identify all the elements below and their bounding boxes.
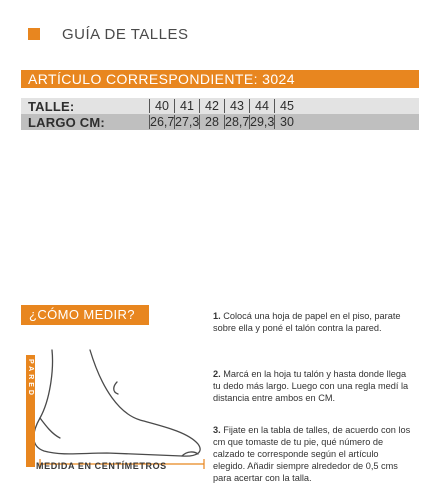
table-cell: 42 (199, 99, 224, 113)
foot-illustration (22, 330, 212, 480)
article-banner: ARTÍCULO CORRESPONDIENTE: 3024 (21, 70, 419, 88)
step-2 (213, 368, 413, 404)
step-1 (213, 310, 413, 334)
table-row-talle (21, 98, 419, 114)
orange-square-icon (28, 28, 40, 40)
step-number: 3. (213, 425, 221, 435)
table-cell: 27,3 (175, 115, 200, 129)
table-cell: 44 (249, 99, 274, 113)
page-header (28, 26, 189, 42)
table-cell: 28 (199, 115, 224, 129)
foot-outline (34, 350, 200, 456)
step-number: 1. (213, 311, 221, 321)
step-text: Colocá una hoja de papel en el piso, parate sobre ella y poné el talón contra la pared. (213, 311, 401, 333)
step-text: Marcá en la hoja tu talón y hasta donde llega tu dedo más largo. Luego con una regla medí la distancia entre ambos en CM. (213, 369, 409, 403)
heel-curve (40, 418, 60, 438)
table-cell: 26,7 (150, 115, 175, 129)
table-row-largo (21, 114, 419, 130)
table-cell: 30 (274, 115, 299, 129)
wall-label: PARED (27, 359, 34, 398)
wall-label-bar (26, 355, 35, 467)
size-table (21, 98, 419, 130)
step-3 (213, 424, 413, 484)
how-to-measure-banner: ¿CÓMO MEDIR? (21, 305, 149, 325)
step-text: Fijate en la tabla de talles, de acuerdo con los cm que tomaste de tu pie, qué número de calzado te corresponde según el artículo elegido. Añadir siempre alrededor de 0,5 cms para acertar con la talla. (213, 425, 411, 483)
table-cell: 29,3 (250, 115, 275, 129)
table-cell: 45 (274, 99, 299, 113)
row-label: TALLE: (28, 98, 75, 114)
row-label: LARGO CM: (28, 114, 105, 130)
table-cell: 41 (174, 99, 199, 113)
table-cell: 43 (224, 99, 249, 113)
step-number: 2. (213, 369, 221, 379)
page-title: GUÍA DE TALLES (62, 25, 189, 43)
table-cell: 28,7 (225, 115, 250, 129)
measure-label: MEDIDA EN CENTÍMETROS (36, 461, 167, 471)
ankle-line (114, 382, 118, 394)
table-cell: 40 (149, 99, 174, 113)
